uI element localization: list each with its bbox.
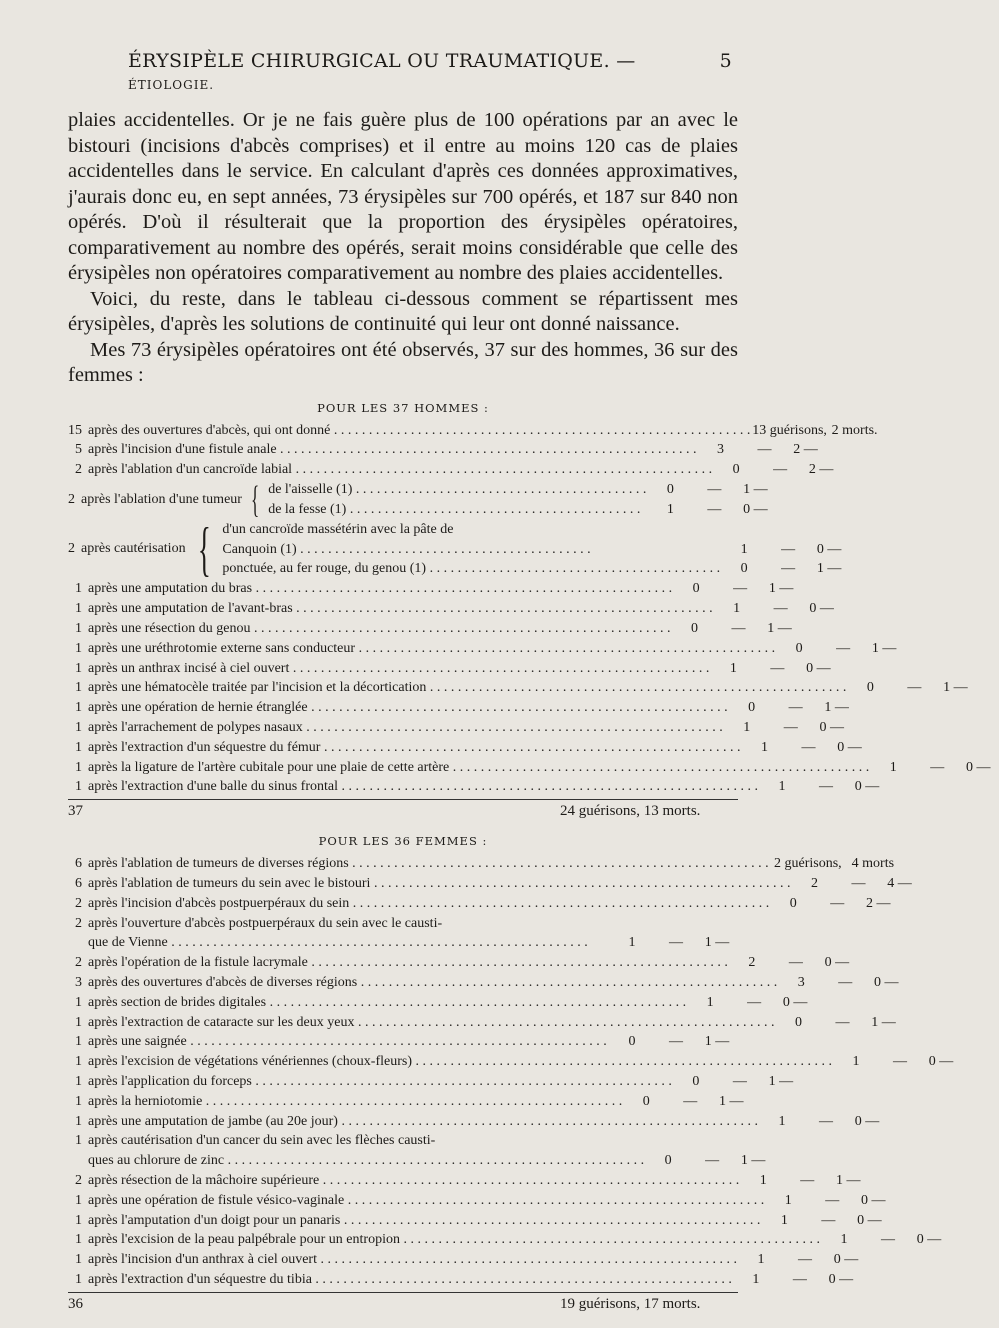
outcome-cell [723,718,853,738]
deaths-value: 4 morts [851,856,895,872]
operation-description: après une hématocèle traitée par l'incision et la décortication . . . [82,678,846,698]
women-table [68,854,954,1315]
dash: — [818,1113,833,1129]
dash: — [669,1034,683,1050]
outcome-cell [697,440,827,460]
operation-description: après l'application du forceps . . . [82,1072,672,1092]
outcome-cell [740,738,870,758]
deaths-value: 1 — [704,1034,730,1050]
outcome-cell [728,698,858,718]
deaths-value: 1 — [704,935,730,951]
outcome-cell [709,659,839,679]
deaths-value: 2 — [866,895,891,911]
outcome-cell [737,1250,867,1270]
recoveries-value: 0 [628,1034,636,1050]
table-row [68,1250,859,1270]
recoveries-value: 0 [642,1093,650,1109]
outcome-cell [732,1270,862,1290]
outcome-cell [790,874,920,894]
table-row [68,579,794,599]
outcome-cell [720,559,850,579]
recoveries-value: 1 [852,1054,860,1070]
table-row [68,758,991,778]
case-count: 1 [75,660,82,676]
recoveries-value: 2 guérisons, [774,856,842,872]
operation-description: après des ouvertures d'abcès, qui ont donné . . . [82,421,750,441]
table-row [68,440,818,460]
deaths-value: 0 — [806,660,831,676]
recoveries-value: 1 [760,739,768,755]
table-row [68,1032,738,1052]
dash: — [781,541,796,557]
case-count: 1 [75,759,82,775]
operation-description: après la herniotomie . . . [82,1092,622,1112]
dash: — [830,895,845,911]
table-row [68,777,880,797]
sub-description: Canquoin (1) . . . [222,540,720,560]
outcome-cell [758,777,888,797]
running-title: ÉRYSIPÈLE CHIRURGICAL OU TRAUMATIQUE. — [128,50,636,72]
deaths-value: 1 — [719,1093,744,1109]
bracket-group [68,516,842,583]
dash: — [836,640,851,656]
operation-description: après l'ablation d'un cancroïde labial . . . [82,460,712,480]
operation-description: après une amputation de l'avant-bras . . . [82,599,713,619]
case-count: 1 [75,640,82,656]
table-row [68,698,849,718]
case-count: 1 [75,1232,82,1248]
outcome-cell [646,480,776,500]
case-count: 2 [75,462,82,478]
outcome-cell [686,993,816,1013]
dash: — [731,621,746,637]
deaths-value: 0 — [833,1252,859,1268]
table-row [68,619,792,639]
case-count: 3 [75,975,82,991]
table-row [68,914,738,934]
operation-description: après l'incision d'un anthrax à ciel ouvert . . . [82,1250,737,1270]
recoveries-value: 1 [780,1212,788,1228]
table-row [68,933,738,953]
recoveries-value: 0 [794,1014,802,1030]
case-count: 2 [75,915,82,931]
deaths-value: 1 — [768,1074,794,1090]
deaths-value: 0 — [782,994,808,1010]
outcome-cell [764,1191,894,1211]
outcome-cell [608,1032,738,1052]
deaths-value: 1 — [871,640,897,656]
recoveries-value: 0 [664,1153,672,1169]
recoveries-value: 1 [729,660,737,676]
outcome-cell [777,973,907,993]
dash: — [733,581,748,597]
outcome-cell [769,894,899,914]
deaths-value: 0 — [816,541,842,557]
deaths-value: 0 — [828,1271,854,1287]
deaths-value: 2 — [808,462,834,478]
case-count: 1 [75,739,82,755]
running-head [128,50,732,94]
outcome-cell [644,1151,774,1171]
case-count: 1 [75,1034,82,1050]
operation-description: après un anthrax incisé à ciel ouvert . . . [82,659,709,679]
dash: — [783,720,798,736]
table-row [68,854,895,874]
operation-description: après une amputation du bras . . . [82,579,672,599]
dash: — [880,1232,895,1248]
case-count: 2 [75,1173,82,1188]
women-table-heading: POUR LES 36 FEMMES : [318,834,488,849]
table-row [68,973,899,993]
outcome-cell [774,1013,904,1033]
table-row [68,639,897,659]
operation-description: après section de brides digitales . . . [82,993,686,1013]
table-row [68,1092,744,1112]
case-count: 1 [75,1192,82,1208]
dash: — [851,876,866,892]
case-count: 1 [75,680,82,696]
table-row [68,1230,942,1250]
outcome-cell [713,599,843,619]
table-row [222,559,850,579]
table-row [268,500,776,520]
outcome-cell [739,1171,869,1191]
recoveries-value: 0 [732,462,740,478]
deaths-value: 0 — [854,779,880,795]
deaths-value: 1 — [768,581,794,597]
recoveries-value: 1 [784,1192,792,1208]
table-row [68,460,834,480]
table-row [68,718,845,738]
operation-description: après l'opération de la fistule lacrymale . . . [82,953,728,973]
deaths-value: 0 — [854,1113,880,1129]
recoveries-value: 1 [743,720,751,736]
outcome-cell [671,619,801,639]
deaths-value: 0 — [860,1192,886,1208]
deaths-value: 0 — [809,601,834,617]
bracket-group [68,478,768,521]
recoveries-value: 0 [692,1074,700,1090]
dash: — [707,481,722,497]
case-count: 15 [68,422,82,438]
dash: — [788,700,803,716]
sub-description: de la fesse (1) . . . [268,500,646,520]
paragraph-2: Voici, du reste, dans le tableau ci-dessous comment se répartissent mes érysipèles, d'après les solutions de continuité qui leur ont donné naissance. [68,287,738,335]
deaths-value: 2 morts. [831,422,878,438]
outcome-cell [672,1072,802,1092]
dash: — [788,955,803,971]
case-count: 1 [75,779,82,795]
recoveries-value: 1 [733,601,741,617]
table-row [68,1151,766,1171]
outcome-cell [720,540,850,560]
table-row [68,1211,882,1231]
outcome-cell [646,500,776,520]
operation-description: après une uréthrotomie externe sans conducteur . . . [82,639,775,659]
dash: — [747,994,762,1010]
operation-description: après une amputation de jambe (au 20e jour) . . . [82,1112,758,1132]
case-count: 2 [68,541,75,557]
operation-description: après résection de la mâchoire supérieure . . . [82,1171,739,1191]
table-total [68,1292,738,1315]
operation-description: après l'incision d'une fistule anale . . . [82,440,697,460]
page-number: 5 [719,50,732,72]
deaths-value: 0 — [743,501,768,517]
operation-description: ques au chlorure de zinc . . . [82,1151,644,1171]
outcome-cell [769,854,899,874]
table-row [68,874,912,894]
sub-description: d'un cancroïde massétérin avec la pâte de [222,521,454,537]
case-count: 1 [75,581,82,597]
dash: — [757,442,772,458]
outcome-cell [750,421,880,441]
deaths-value: 0 — [916,1232,942,1248]
operation-description: après cautérisation d'un cancer du sein avec les flèches causti- [88,1133,436,1149]
outcome-cell [869,758,999,778]
table-row [68,1270,854,1290]
recoveries-value: 0 [691,621,698,637]
table-row [68,1112,880,1132]
operation-description: après une saignée . . . [82,1032,608,1052]
dash: — [683,1093,698,1109]
operation-description: que de Vienne . . . [82,933,608,953]
recoveries-value: 0 [748,700,756,716]
table-row [222,540,850,560]
table-row [68,421,878,441]
recoveries-value: 1 [840,1232,848,1248]
total-count: 37 [68,803,83,820]
outcome-cell [728,953,858,973]
case-count: 1 [75,1212,82,1228]
dash: — [825,1192,840,1208]
dash: — [801,739,816,755]
operation-description: après une opération de hernie étranglée . . . [82,698,728,718]
deaths-value: 1 — [943,680,968,696]
running-section: ÉTIOLOGIE. [128,78,215,92]
table-row [68,1072,794,1092]
deaths-value: 1 — [871,1014,896,1030]
case-count: 6 [75,856,82,872]
deaths-value: 1 — [740,1153,766,1169]
total-outcomes: 24 guérisons, 13 morts. [560,803,701,820]
table-row [68,599,834,619]
deaths-value: 0 — [966,759,991,775]
brace-glyph: { [250,478,260,521]
table-row [268,480,776,500]
deaths-value: 1 — [816,561,842,577]
outcome-cell [832,1052,962,1072]
operation-description: après l'ablation de tumeurs du sein avec le bistouri . . . [82,874,790,894]
table-row [68,953,850,973]
table-row [68,659,831,679]
operation-description: après l'extraction d'un séquestre du tibia . . . [82,1270,732,1290]
table-row [68,678,968,698]
dash: — [818,779,833,795]
total-outcomes: 19 guérisons, 17 morts. [560,1295,701,1312]
table-row [68,1131,738,1151]
table-total [68,799,738,822]
recoveries-value: 1 [889,759,897,775]
case-count: 1 [75,1252,82,1268]
operation-description: après l'ouverture d'abcès postpuerpéraux du sein avec le causti- [88,915,443,931]
outcome-cell [760,1211,890,1231]
case-count: 1 [75,1271,82,1287]
deaths-value: 0 — [824,955,850,971]
paragraph-3: Mes 73 érysipèles opératoires ont été observés, 37 sur des hommes, 36 sur des femmes : [68,338,738,386]
case-count: 1 [75,700,82,716]
case-count: 6 [75,876,82,892]
outcome-cell [712,460,842,480]
recoveries-value: 1 [759,1173,767,1188]
recoveries-value: 0 [866,680,874,696]
operation-description: après l'extraction de cataracte sur les deux yeux . . . [82,1013,774,1033]
operation-description: après l'amputation d'un doigt pour un panaris . . . [82,1211,760,1231]
dash: — [773,462,788,478]
recoveries-value: 0 [740,561,748,577]
operation-description: après l'incision d'abcès postpuerpéraux du sein . . . [82,894,769,914]
dash: — [930,759,945,775]
deaths-value: 0 — [857,1212,882,1228]
table-row [68,1052,954,1072]
recoveries-value: 1 [778,1113,786,1129]
dash: — [792,1271,807,1287]
dash: — [770,660,785,676]
dash: — [800,1173,815,1188]
operation-description: après l'arrachement de polypes nasaux . . . [82,718,723,738]
sub-description: de l'aisselle (1) . . . [268,480,646,500]
outcome-cell [622,1092,752,1112]
table-row [222,520,850,540]
outcome-cell [846,678,976,698]
recoveries-value: 0 [795,640,803,656]
table-row [68,894,891,914]
recoveries-value: 0 [692,581,700,597]
men-table [68,421,991,823]
dash: — [907,680,922,696]
outcome-cell [820,1230,950,1250]
recoveries-value: 1 [706,994,714,1010]
sub-description: ponctuée, au fer rouge, du genou (1) . . . [222,559,720,579]
case-count: 1 [75,994,82,1010]
operation-description: après l'extraction d'une balle du sinus frontal . . . [82,777,758,797]
recoveries-value: 3 [717,442,725,458]
case-count: 2 [75,895,82,911]
operation-description: après cautérisation [81,541,186,557]
dash: — [781,561,796,577]
deaths-value: 0 — [819,720,845,736]
recoveries-value: 1 [778,779,786,795]
operation-description: après l'ablation d'une tumeur [81,491,242,507]
deaths-value: 4 — [887,876,912,892]
case-count: 1 [75,1093,82,1109]
dash: — [669,935,683,951]
deaths-value: 0 — [837,739,862,755]
case-count: 2 [75,955,82,971]
case-count: 1 [75,1133,82,1149]
operation-description: après des ouvertures d'abcès de diverses régions . . . [82,973,777,993]
dash: — [707,501,722,517]
brace-glyph: { [197,516,211,583]
recoveries-value: 1 [757,1252,765,1268]
recoveries-value: 3 [797,975,805,991]
table-row [68,993,808,1013]
case-count: 1 [75,720,82,736]
recoveries-value: 1 [752,1271,760,1287]
case-count: 2 [68,491,75,507]
dash: — [773,601,788,617]
outcome-cell [608,933,738,953]
operation-description: après une résection du genou . . . [82,619,671,639]
table-row [68,738,862,758]
operation-description: après la ligature de l'artère cubitale pour une plaie de cette artère . . . [82,758,869,778]
deaths-value: 1 — [836,1173,861,1188]
recoveries-value: 0 [666,481,674,497]
outcome-cell [758,1112,888,1132]
recoveries-value: 2 [810,876,818,892]
recoveries-value: 1 [628,935,636,951]
deaths-value: 1 — [824,700,849,716]
deaths-value: 1 — [767,621,792,637]
case-count: 1 [75,621,82,637]
deaths-value: 2 — [793,442,818,458]
deaths-value: 1 — [743,481,768,497]
operation-description: après l'extraction d'un séquestre du fémur . . . [82,738,740,758]
outcome-cell [775,639,905,659]
case-count: 1 [75,1113,82,1129]
dash: — [705,1153,720,1169]
total-count: 36 [68,1295,83,1312]
case-count: 1 [75,1014,82,1030]
recoveries-value: 2 [748,955,756,971]
recoveries-value: 0 [789,895,797,911]
outcome-cell [672,579,802,599]
dash: — [893,1054,908,1070]
paragraph-1: plaies accidentelles. Or je ne fais guère plus de 100 opérations par an avec le bistouri (incisions d'abcès comprises) et il entre au moins 120 cas de plaies accidentelles dans le service. En calculant d'après ces données approximatives, j'aurais donc eu, en sept années, 73 érysipèles sur 700 opérés, et 187 sur 840 non opérés. D'où il résulterait que la proportion des érysipèles opératoires, comparativement au nombre des opérés, serait moins considérable que celle des érysipèles non opératoires comparativement au nombre des plaies accidentelles. [68,109,738,284]
dash: — [732,1074,747,1090]
men-table-heading: POUR LES 37 HOMMES : [317,400,489,415]
deaths-value: 0 — [928,1054,954,1070]
case-count: 1 [75,1054,82,1070]
case-count: 5 [75,442,82,458]
dash: — [797,1252,812,1268]
dash: — [838,975,853,991]
recoveries-value: 1 [666,501,674,517]
table-row [68,1171,861,1191]
operation-description: après l'excision de la peau palpébrale pour un entropion . . . [82,1230,820,1250]
recoveries-value: 1 [740,541,748,557]
case-count: 1 [75,601,82,617]
table-row [68,1191,886,1211]
case-count: 1 [75,1074,82,1090]
operation-description: après l'excision de végétations vénériennes (choux-fleurs) . . . [82,1052,832,1072]
operation-description: après une opération de fistule vésico-vaginale . . . [82,1191,764,1211]
table-row [68,1013,896,1033]
operation-description: après l'ablation de tumeurs de diverses régions . . . [82,854,769,874]
recoveries-value: 13 guérisons, [752,422,827,438]
dash: — [835,1014,850,1030]
dash: — [821,1212,836,1228]
deaths-value: 0 — [873,975,899,991]
